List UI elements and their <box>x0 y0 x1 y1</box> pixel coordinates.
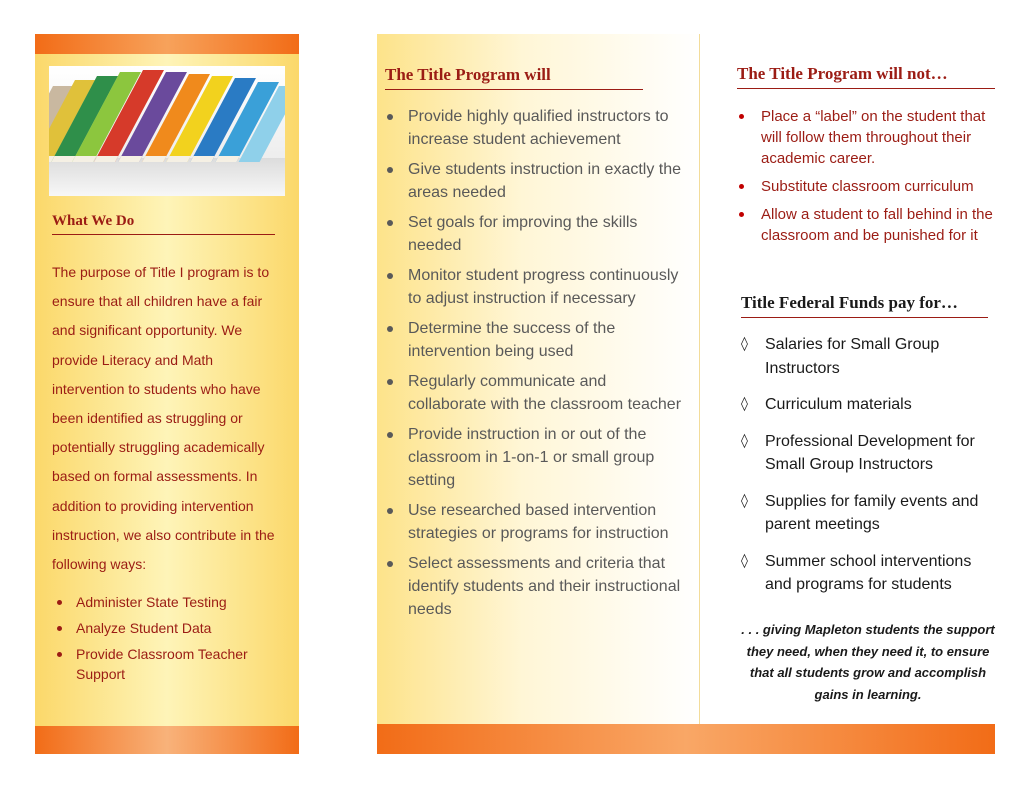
list-item: Determine the success of the intervention being used <box>385 317 685 363</box>
ways-list <box>52 592 282 690</box>
list-item-text: Curriculum materials <box>765 396 912 413</box>
list-item: Set goals for improving the skills needed <box>385 211 685 257</box>
list-item <box>741 393 995 417</box>
list-item: Provide highly qualified instructors to increase student achievement <box>385 105 685 151</box>
title-program-will-heading: The Title Program will <box>385 65 643 90</box>
top-orange-bar <box>35 34 299 54</box>
bottom-orange-bar <box>377 724 995 754</box>
mapleton-tagline: . . . giving Mapleton students the support they need, when they need it, to ensure that all students grow and accomplish gains in learning. <box>741 622 995 702</box>
diamond-outline-icon: ◊ <box>741 336 748 352</box>
list-item <box>741 490 995 537</box>
panel-divider <box>699 34 700 724</box>
list-item-text: Professional Development for Small Group Instructors <box>765 432 975 473</box>
books-photo <box>49 66 285 196</box>
list-item <box>741 430 995 477</box>
books-illustration <box>49 66 285 196</box>
list-item: Provide instruction in or out of the classroom in 1-on-1 or small group setting <box>385 423 685 492</box>
list-item-text: Summer school interventions and programs for students <box>765 552 972 593</box>
what-we-do-heading: What We Do <box>52 213 275 235</box>
list-item: Administer State Testing <box>52 592 282 612</box>
title-program-will-list <box>385 105 685 628</box>
list-item: Provide Classroom Teacher Support <box>52 644 282 684</box>
list-item: Regularly communicate and collaborate with the classroom teacher <box>385 370 685 416</box>
title-program-will-not-heading: The Title Program will not… <box>737 64 995 89</box>
diamond-outline-icon: ◊ <box>741 432 748 449</box>
list-item: Allow a student to fall behind in the classroom and be punished for it <box>737 204 999 246</box>
list-item-text: Salaries for Small Group Instructors <box>765 336 940 377</box>
diamond-outline-icon: ◊ <box>741 492 748 509</box>
list-item: Select assessments and criteria that identify students and their instructional needs <box>385 552 685 621</box>
left-panel <box>35 34 299 754</box>
list-item-text: Supplies for family events and parent meetings <box>765 492 979 533</box>
diamond-outline-icon: ◊ <box>741 552 748 569</box>
bottom-orange-bar <box>35 726 299 754</box>
what-we-do-paragraph: The purpose of Title I program is to ensure that all children have a fair and significant opportunity. We provide Literacy and Math intervention to students who have been identified as struggling or potentially struggling academically based on formal assessments. In addition to providing intervention instruction, we also contribute in the following ways: <box>52 264 275 573</box>
list-item: Give students instruction in exactly the areas needed <box>385 158 685 204</box>
title-program-will-not-list <box>737 106 999 253</box>
list-item <box>741 333 995 380</box>
list-item: Substitute classroom curriculum <box>737 176 999 197</box>
list-item: Use researched based intervention strategies or programs for instruction <box>385 499 685 545</box>
federal-funds-heading: Title Federal Funds pay for… <box>741 293 988 318</box>
list-item: Place a “label” on the student that will follow them throughout their academic career. <box>737 106 999 169</box>
federal-funds-list <box>741 333 995 610</box>
list-item: Monitor student progress continuously to adjust instruction if necessary <box>385 264 685 310</box>
diamond-outline-icon: ◊ <box>741 396 748 412</box>
middle-panel <box>377 34 700 724</box>
list-item <box>741 550 995 597</box>
list-item: Analyze Student Data <box>52 618 282 638</box>
